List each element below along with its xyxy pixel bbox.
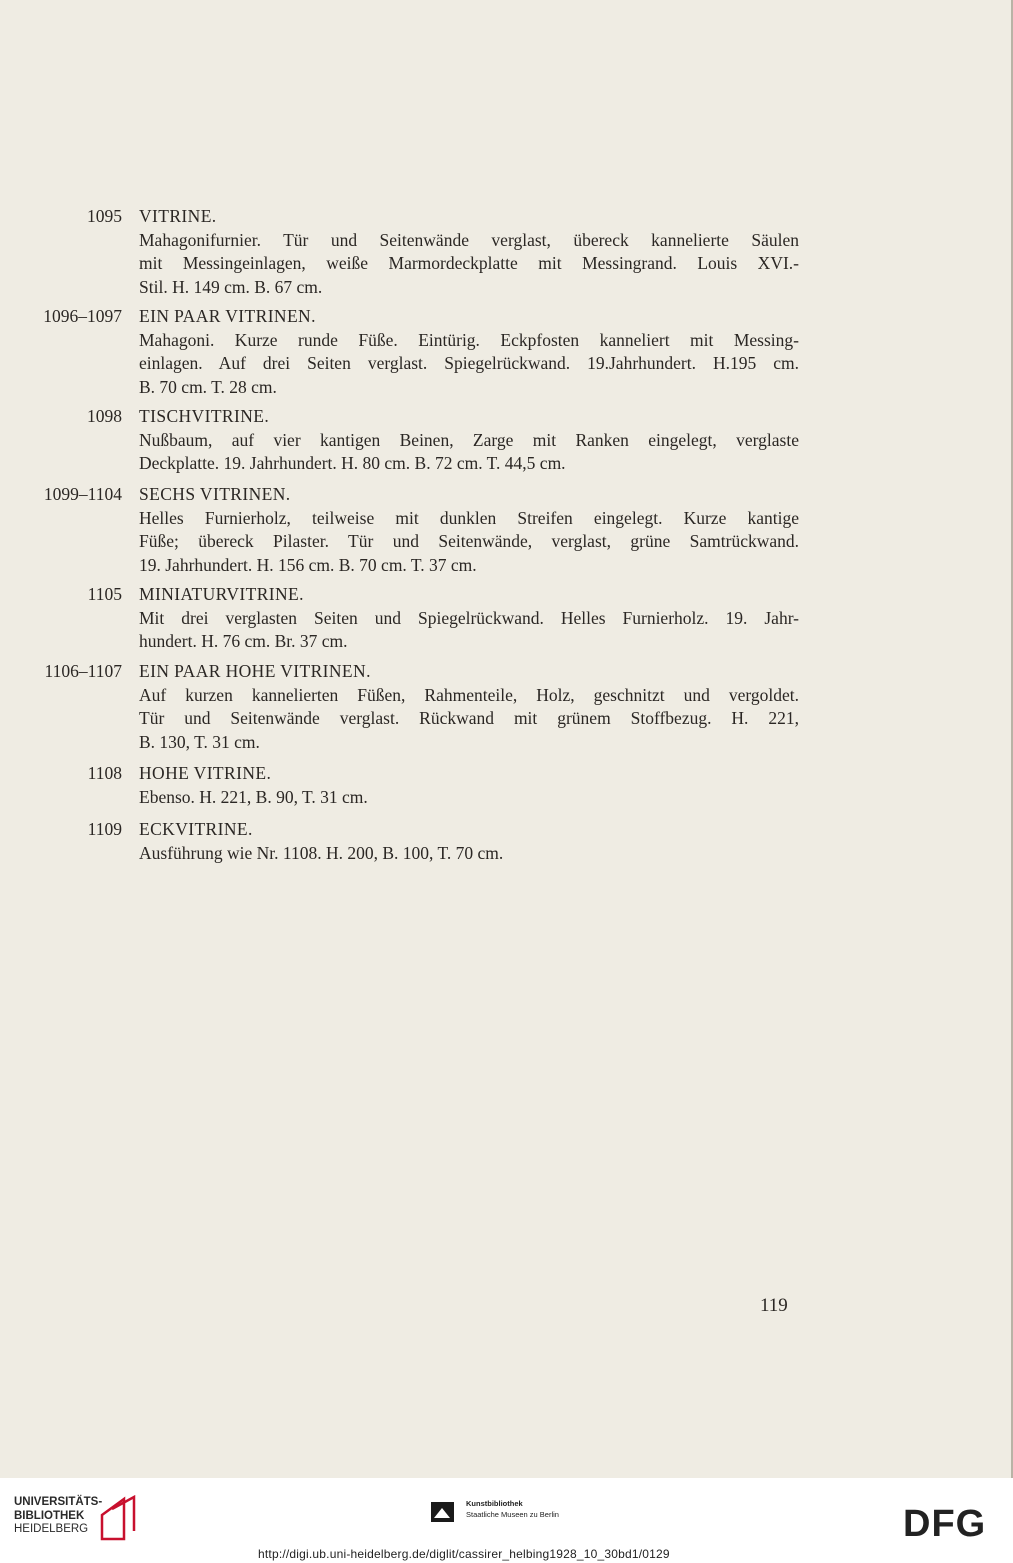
entry-description <box>139 429 799 476</box>
heidelberg-library-logo[interactable] <box>14 1496 102 1537</box>
description-line: Nußbaum, auf vier kantigen Beinen, Zarge mit Ranken eingelegt, verglaste <box>139 430 799 450</box>
kunstbibliothek-logo-icon <box>431 1502 454 1522</box>
description-line: hundert. H. 76 cm. Br. 37 cm. <box>139 631 348 652</box>
entry-number: 1106–1107 <box>44 661 122 681</box>
entry-title: TISCHVITRINE. <box>139 406 270 426</box>
entry-title: EIN PAAR HOHE VITRINEN. <box>139 661 371 681</box>
description-line: Deckplatte. 19. Jahrhundert. H. 80 cm. B. 72 cm. T. 44,5 cm. <box>139 453 566 474</box>
entry-title: EIN PAAR VITRINEN. <box>139 306 316 326</box>
digitization-footer <box>0 1478 1013 1563</box>
entry-title: MINIATURVITRINE. <box>139 584 304 604</box>
entry-number: 1098 <box>87 406 122 426</box>
kunstbibliothek-logo[interactable] <box>466 1498 559 1520</box>
description-line: Auf kurzen kannelierten Füßen, Rahmenteile, Holz, geschnitzt und vergoldet. <box>139 685 799 705</box>
entry-title: SECHS VITRINEN. <box>139 484 291 504</box>
description-line: B. 130, T. 31 cm. <box>139 731 260 752</box>
description-line: Tür und Seitenwände verglast. Rückwand mit grünem Stoffbezug. H. 221, <box>139 708 799 729</box>
description-line: Füße; übereck Pilaster. Tür und Seitenwände, verglast, grüne Samtrückwand. <box>139 531 799 552</box>
entry-title: ECKVITRINE. <box>139 819 253 839</box>
description-line: Mahagoni. Kurze runde Füße. Eintürig. Eckpfosten kanneliert mit Messing- <box>139 330 799 350</box>
entry-description <box>139 229 799 299</box>
entry-title: VITRINE. <box>139 206 217 226</box>
description-line: B. 70 cm. T. 28 cm. <box>139 376 277 397</box>
library-emblem-icon <box>98 1495 140 1543</box>
description-line: Stil. H. 149 cm. B. 67 cm. <box>139 276 323 297</box>
entry-number: 1099–1104 <box>43 484 122 504</box>
library-name-line: BIBLIOTHEK <box>14 1509 85 1522</box>
kunstbibliothek-subtitle: Staatliche Museen zu Berlin <box>466 1510 559 1519</box>
entry-description <box>139 607 799 654</box>
description-line: Mit drei verglasten Seiten und Spiegelrückwand. Helles Furnierholz. 19. Jahr- <box>139 608 799 628</box>
entry-description <box>139 786 799 809</box>
kunstbibliothek-title: Kunstbibliothek <box>466 1499 523 1508</box>
entry-description <box>139 684 799 754</box>
dfg-logo[interactable]: DFG <box>903 1503 987 1545</box>
library-name-line: UNIVERSITÄTS- <box>14 1496 103 1508</box>
description-line: Mahagonifurnier. Tür und Seitenwände verglast, übereck kannelierte Säulen <box>139 230 799 250</box>
description-line: Helles Furnierholz, teilweise mit dunklen Streifen eingelegt. Kurze kantige <box>139 508 799 528</box>
entry-description <box>139 842 799 865</box>
entry-description <box>139 507 799 577</box>
page-number: 119 <box>760 1295 788 1316</box>
entry-number: 1105 <box>87 584 122 604</box>
entry-number: 1109 <box>87 819 122 839</box>
entry-title: HOHE VITRINE. <box>139 763 272 783</box>
entry-number: 1096–1097 <box>43 306 122 326</box>
entry-description <box>139 329 799 399</box>
description-line: 19. Jahrhundert. H. 156 cm. B. 70 cm. T. 37 cm. <box>139 554 477 575</box>
permalink-url[interactable]: http://digi.ub.uni-heidelberg.de/diglit/cassirer_helbing1928_10_30bd1/0129 <box>258 1547 670 1561</box>
description-line: Ausführung wie Nr. 1108. H. 200, B. 100, T. 70 cm. <box>139 843 504 863</box>
entry-number: 1108 <box>87 763 122 783</box>
entry-number: 1095 <box>87 206 122 226</box>
description-line: Ebenso. H. 221, B. 90, T. 31 cm. <box>139 787 368 807</box>
description-line: mit Messingeinlagen, weiße Marmordeckplatte mit Messingrand. Louis XVI.- <box>139 253 799 274</box>
description-line: einlagen. Auf drei Seiten verglast. Spiegelrückwand. 19.Jahrhundert. H.195 cm. <box>139 353 799 374</box>
library-name-line: HEIDELBERG <box>14 1523 89 1535</box>
